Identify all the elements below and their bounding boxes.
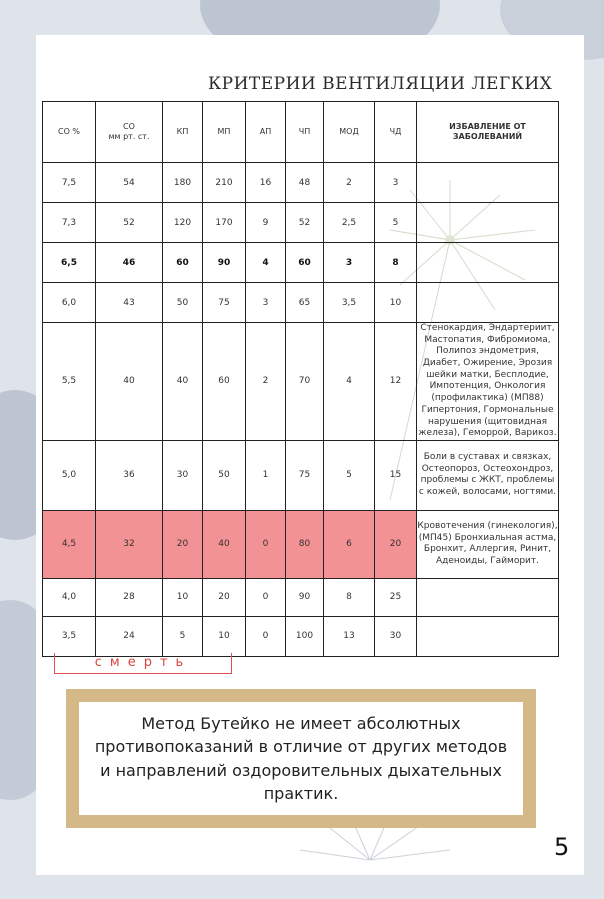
table-cell: 60 <box>163 243 203 283</box>
table-cell: 54 <box>96 163 163 203</box>
table-cell: 3 <box>324 243 375 283</box>
table-cell: 75 <box>286 440 324 510</box>
table-cell: 20 <box>203 578 246 616</box>
note-text: Метод Бутейко не имеет абсолютных противопоказаний в отличие от других методов и направлений оздоровительных дыхательных практик. <box>79 702 523 815</box>
criteria-table <box>42 101 559 657</box>
table-row <box>43 323 559 441</box>
table-cell: 25 <box>375 578 417 616</box>
table-cell: 12 <box>375 323 417 441</box>
table-header-row <box>43 102 559 163</box>
table-cell: 43 <box>96 283 163 323</box>
disease-note-cell <box>417 163 559 203</box>
table-cell: 28 <box>96 578 163 616</box>
table-cell: 48 <box>286 163 324 203</box>
table-cell: 6,0 <box>43 283 96 323</box>
table-row <box>43 616 559 656</box>
table-cell: 170 <box>203 203 246 243</box>
disease-note-cell <box>417 243 559 283</box>
table-row <box>43 510 559 578</box>
table-row <box>43 283 559 323</box>
header-mp: МП <box>203 102 246 163</box>
table-cell: 8 <box>324 578 375 616</box>
table-cell: 52 <box>286 203 324 243</box>
disease-note-cell: Кровотечения (гинекология), (МП45) Бронхиальная астма, Бронхит, Аллергия, Ринит, Аденоиды, Гайморит. <box>417 510 559 578</box>
table-cell: 40 <box>203 510 246 578</box>
table-cell: 5,5 <box>43 323 96 441</box>
table-cell: 100 <box>286 616 324 656</box>
table-cell: 16 <box>246 163 286 203</box>
table-cell: 5 <box>375 203 417 243</box>
table-cell: 3,5 <box>43 616 96 656</box>
table-cell: 210 <box>203 163 246 203</box>
header-co-percent: СО % <box>43 102 96 163</box>
table-cell: 2 <box>324 163 375 203</box>
table-cell: 8 <box>375 243 417 283</box>
table-cell: 4 <box>246 243 286 283</box>
disease-note-cell <box>417 578 559 616</box>
table-cell: 15 <box>375 440 417 510</box>
table-cell: 65 <box>286 283 324 323</box>
table-cell: 5,0 <box>43 440 96 510</box>
header-diseases: ИЗБАВЛЕНИЕ ОТ ЗАБОЛЕВАНИЙ <box>417 102 559 163</box>
table-cell: 36 <box>96 440 163 510</box>
disease-note-cell <box>417 283 559 323</box>
table-cell: 70 <box>286 323 324 441</box>
table-cell: 20 <box>375 510 417 578</box>
page-title: КРИТЕРИИ ВЕНТИЛЯЦИИ ЛЕГКИХ <box>208 74 553 94</box>
table-cell: 10 <box>163 578 203 616</box>
table-cell: 10 <box>203 616 246 656</box>
table-cell: 52 <box>96 203 163 243</box>
table-cell: 6,5 <box>43 243 96 283</box>
table-row <box>43 578 559 616</box>
table-cell: 9 <box>246 203 286 243</box>
header-mod: МОД <box>324 102 375 163</box>
table-cell: 3 <box>246 283 286 323</box>
disease-note-cell <box>417 616 559 656</box>
table-cell: 40 <box>163 323 203 441</box>
table-cell: 60 <box>286 243 324 283</box>
table-cell: 2,5 <box>324 203 375 243</box>
header-kp: КП <box>163 102 203 163</box>
header-chp: ЧП <box>286 102 324 163</box>
table-cell: 30 <box>163 440 203 510</box>
table-cell: 30 <box>375 616 417 656</box>
table-row <box>43 243 559 283</box>
table-cell: 7,5 <box>43 163 96 203</box>
page-number: 5 <box>554 833 570 861</box>
table-cell: 10 <box>375 283 417 323</box>
table-cell: 7,3 <box>43 203 96 243</box>
table-cell: 50 <box>203 440 246 510</box>
table-cell: 40 <box>96 323 163 441</box>
table-cell: 180 <box>163 163 203 203</box>
table-cell: 0 <box>246 578 286 616</box>
table-cell: 90 <box>203 243 246 283</box>
table-cell: 4,5 <box>43 510 96 578</box>
table-cell: 50 <box>163 283 203 323</box>
table-cell: 80 <box>286 510 324 578</box>
table-cell: 0 <box>246 616 286 656</box>
table-cell: 46 <box>96 243 163 283</box>
table-cell: 6 <box>324 510 375 578</box>
table-cell: 5 <box>324 440 375 510</box>
table-cell: 1 <box>246 440 286 510</box>
table-cell: 13 <box>324 616 375 656</box>
header-chd: ЧД <box>375 102 417 163</box>
table-cell: 120 <box>163 203 203 243</box>
table-cell: 90 <box>286 578 324 616</box>
table-cell: 4,0 <box>43 578 96 616</box>
disease-note-cell <box>417 203 559 243</box>
table-cell: 75 <box>203 283 246 323</box>
table-cell: 24 <box>96 616 163 656</box>
death-label: смерть <box>54 653 232 674</box>
header-ap: АП <box>246 102 286 163</box>
table-cell: 3 <box>375 163 417 203</box>
table-cell: 60 <box>203 323 246 441</box>
disease-note-cell: Стенокардия, Эндартериит, Мастопатия, Фибромиома, Полипоз эндометрия, Диабет, Ожирение, Эрозия шейки матки, Бесплодие, Импотенция, Онкология (профилактика) (МП88) Гипертония, Гормональные нарушения (щитовидная железа), Геморрой, Варикоз. <box>417 323 559 441</box>
table-cell: 4 <box>324 323 375 441</box>
table-row <box>43 163 559 203</box>
header-co-mmhg: СО мм рт. ст. <box>96 102 163 163</box>
table-cell: 20 <box>163 510 203 578</box>
table-cell: 32 <box>96 510 163 578</box>
table-cell: 2 <box>246 323 286 441</box>
table-cell: 5 <box>163 616 203 656</box>
table-row <box>43 203 559 243</box>
table-row <box>43 440 559 510</box>
table-cell: 3,5 <box>324 283 375 323</box>
disease-note-cell: Боли в суставах и связках, Остеопороз, Остеохондроз, проблемы с ЖКТ, проблемы с кожей, волосами, ногтями. <box>417 440 559 510</box>
table-cell: 0 <box>246 510 286 578</box>
